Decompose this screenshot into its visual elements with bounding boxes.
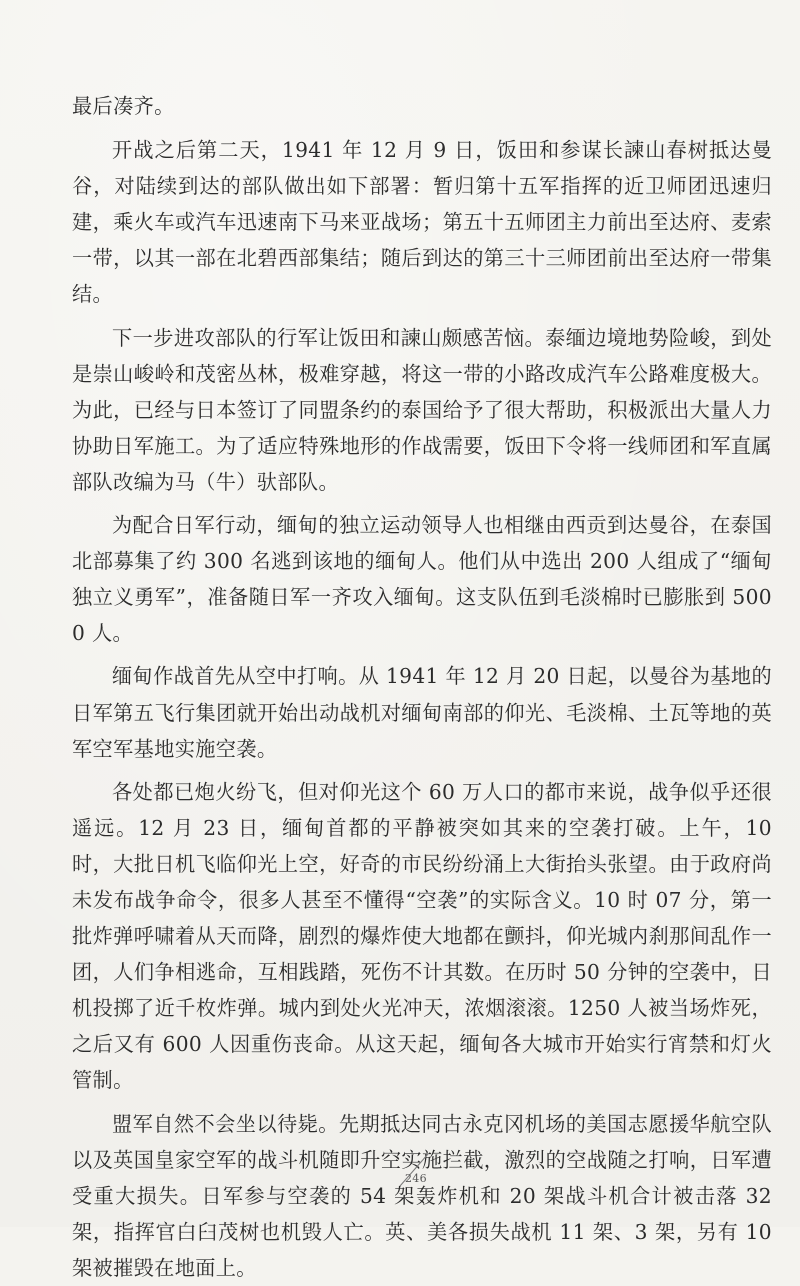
paragraph-deployment: 开战之后第二天，1941 年 12 月 9 日，饭田和参谋长諫山春树抵达曼谷，对陆续到达的部队做出如下部署：暂归第十五军指挥的近卫师团迅速归建，乘火车或汽车迅速南下马来亚战场；第五十五师团主力前出至达府、麦索一带，以其一部在北碧西部集结；随后到达的第三十三师团前出至达府一带集结。 — [72, 138, 772, 307]
body-text — [72, 88, 772, 1286]
page-number: 246 — [405, 1172, 427, 1185]
page-number-slash-icon — [392, 1148, 452, 1194]
paragraph-continuation: 最后凑齐。 — [72, 94, 175, 118]
page-footer — [392, 1148, 452, 1194]
paragraph-allied-response: 盟军自然不会坐以待毙。先期抵达同古永克冈机场的美国志愿援华航空队以及英国皇家空军的战斗机随即升空实施拦截，激烈的空战随之打响，日军遭受重大损失。日军参与空袭的 54 架轰炸机和 20 架战斗机合计被击落 32 架，指挥官白臼茂树也机毁人亡。英、美各损失战机 11 架、3 架，另有 10 架被摧毁在地面上。 — [72, 1111, 772, 1280]
paragraph-rangoon-raid: 各处都已炮火纷飞，但对仰光这个 60 万人口的都市来说，战争似乎还很遥远。12 月 23 日，缅甸首都的平静被突如其来的空袭打破。上午，10 时，大批日机飞临仰光上空，好奇的市民纷纷涌上大街抬头张望。由于政府尚未发布战争命令，很多人甚至不懂得“空袭”的实际含义。10 时 07 分，第一批炸弹呼啸着从天而降，剧烈的爆炸使大地都在颤抖，仰光城内刹那间乱作一团，人们争相逃命，互相践踏，死伤不计其数。在历时 50 分钟的空袭中，日机投掷了近千枚炸弹。城内到处火光冲天，浓烟滚滚。1250 人被当场炸死，之后又有 600 人因重伤丧命。从这天起，缅甸各大城市开始实行宵禁和灯火管制。 — [72, 779, 772, 1093]
paragraph-air-campaign: 缅甸作战首先从空中打响。从 1941 年 12 月 20 日起，以曼谷为基地的日军第五飞行集团就开始出动战机对缅甸南部的仰光、毛淡棉、土瓦等地的英军空军基地实施空袭。 — [72, 664, 772, 761]
paragraph-march: 下一步进攻部队的行军让饭田和諫山颇感苦恼。泰缅边境地势险峻，到处是崇山峻岭和茂密丛林，极难穿越，将这一带的小路改成汽车公路难度极大。为此，已经与日本签订了同盟条约的泰国给予了很大帮助，积极派出大量人力协助日军施工。为了适应特殊地形的作战需要，饭田下令将一线师团和军直属部队改编为马（牛）驮部队。 — [72, 325, 772, 494]
paragraph-burma-volunteers: 为配合日军行动，缅甸的独立运动领导人也相继由西贡到达曼谷，在泰国北部募集了约 300 名逃到该地的缅甸人。他们从中选出 200 人组成了“缅甸独立义勇军”，准备随日军一齐攻入缅甸。这支队伍到毛淡棉时已膨胀到 5000 人。 — [72, 513, 772, 646]
